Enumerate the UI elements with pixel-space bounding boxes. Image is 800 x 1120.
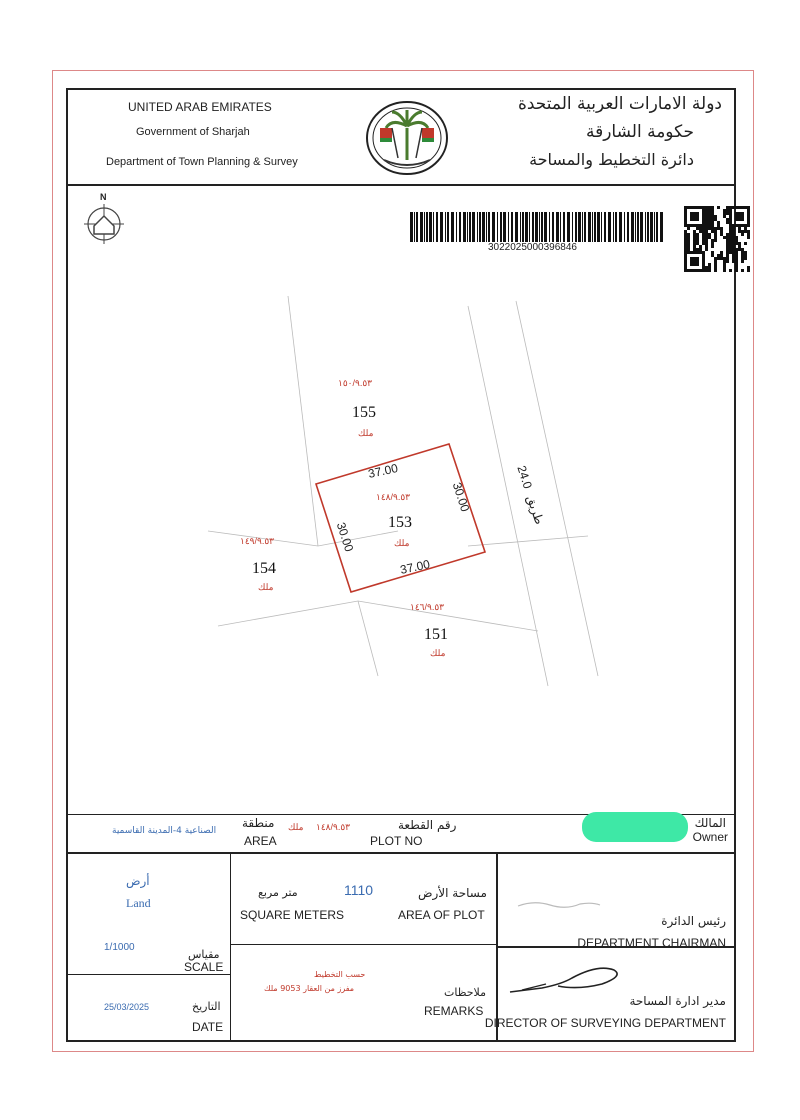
qr-module — [744, 254, 747, 257]
qr-module — [735, 239, 738, 242]
director-ar: مدير ادارة المساحة — [629, 994, 726, 1008]
neighbour-boundaries — [208, 296, 598, 686]
area-of-plot-label-en: AREA OF PLOT — [398, 908, 485, 922]
qr-module — [738, 206, 741, 209]
qr-module — [738, 230, 741, 233]
director-en: DIRECTOR OF SURVEYING DEPARTMENT — [484, 1016, 726, 1030]
qr-module — [735, 242, 738, 245]
qr-module — [738, 248, 741, 251]
land-ar: أرض — [126, 874, 150, 888]
scale-label-en: SCALE — [184, 960, 224, 974]
qr-module — [738, 242, 741, 245]
qr-module — [735, 263, 738, 266]
qr-module — [747, 233, 750, 236]
qr-module — [747, 209, 750, 212]
date-label-ar: التاريخ — [192, 1000, 221, 1013]
qr-module — [741, 224, 744, 227]
plot-155-number: 155 — [352, 404, 376, 421]
qr-module — [744, 251, 747, 254]
qr-module — [747, 224, 750, 227]
qr-module — [735, 236, 738, 239]
qr-module — [735, 215, 738, 218]
chairman-signature — [514, 896, 604, 912]
qr-module — [735, 269, 738, 272]
plot-153-ref: ١٤٨/٩.٥٣ — [376, 492, 411, 502]
col-divider-1 — [230, 852, 231, 1040]
owner-label-en: Owner — [692, 830, 728, 844]
sqm-label-ar: متر مربع — [258, 886, 298, 899]
qr-module — [747, 236, 750, 239]
col-divider-2 — [496, 852, 498, 1040]
area-label-en: AREA — [244, 834, 277, 848]
chairman-ar: رئيس الدائرة — [661, 914, 726, 928]
qr-module — [735, 260, 738, 263]
director-signature — [502, 958, 632, 998]
date-value: 25/03/2025 — [104, 1002, 150, 1012]
dim-left: 30.00 — [333, 520, 357, 554]
qr-module — [744, 230, 747, 233]
qr-module — [735, 257, 738, 260]
road-width: 24.0 — [514, 463, 535, 491]
qr-module — [738, 212, 741, 215]
qr-module — [738, 245, 741, 248]
owner-label-ar: المالك — [694, 816, 726, 830]
sharjah-emblem-logo — [362, 98, 452, 178]
plot-154-number: 154 — [252, 560, 276, 577]
qr-module — [735, 206, 738, 209]
area-of-plot-value: 1110 — [344, 882, 374, 898]
qr-module — [744, 206, 747, 209]
qr-module — [738, 215, 741, 218]
plot-no-label-ar: رقم القطعة — [398, 818, 457, 832]
qr-module — [735, 266, 738, 269]
qr-module — [738, 227, 741, 230]
qr-module — [747, 221, 750, 224]
chairman-en: DEPARTMENT CHAIRMAN — [577, 936, 726, 950]
country-en: UNITED ARAB EMIRATES — [128, 100, 272, 114]
plot-155-ref: ١٥٠/٩.٥٣ — [338, 378, 373, 388]
remarks-label-ar: ملاحظات — [444, 986, 486, 999]
plot-154-ref: ١٤٩/٩.٥٣ — [240, 536, 275, 546]
barcode-number: 3022025000396846 — [488, 242, 577, 253]
owner-redaction — [582, 812, 688, 842]
government-en: Government of Sharjah — [136, 126, 250, 138]
sqm-label-en: SQUARE METERS — [240, 908, 345, 922]
qr-module — [735, 248, 738, 251]
qr-module — [741, 254, 744, 257]
area-of-plot-label-ar: مساحة الأرض — [418, 886, 487, 900]
plot-no-owner: ملك — [288, 822, 304, 832]
plot-154-owner: ملك — [258, 582, 274, 592]
qr-module — [741, 251, 744, 254]
dim-right: 30.00 — [449, 480, 473, 514]
qr-module — [741, 218, 744, 221]
plot-151-ref: ١٤٦/٩.٥٣ — [410, 602, 445, 612]
qr-module — [741, 260, 744, 263]
remarks-label-en: REMARKS — [424, 1004, 484, 1018]
area-value: الصناعية 4-المدينة القاسمية — [112, 826, 217, 836]
remarks-line-2: مفرز من العقار 9053 ملك — [264, 984, 355, 993]
qr-module — [741, 212, 744, 215]
plot-155-owner: ملك — [358, 428, 374, 438]
plot-151-owner: ملك — [430, 648, 446, 658]
plot-no-value: ١٤٨/٩.٥٣ — [316, 822, 351, 832]
dim-bottom: 37.00 — [398, 557, 432, 577]
qr-module — [738, 218, 741, 221]
area-remarks-line — [230, 944, 496, 945]
qr-module — [741, 230, 744, 233]
qr-module — [735, 251, 738, 254]
date-label-en: DATE — [192, 1020, 224, 1034]
qr-module — [735, 254, 738, 257]
qr-module — [747, 269, 750, 272]
road-name: طريق — [524, 493, 547, 527]
qr-module — [747, 206, 750, 209]
plot-151-number: 151 — [424, 626, 448, 643]
qr-module — [744, 257, 747, 260]
qr-module — [744, 242, 747, 245]
country-ar: دولة الامارات العربية المتحدة — [517, 94, 722, 114]
qr-module — [747, 212, 750, 215]
qr-module — [747, 218, 750, 221]
qr-module — [747, 230, 750, 233]
plot-153-owner: ملك — [394, 538, 410, 548]
qr-module — [741, 257, 744, 260]
plot-no-label-en: PLOT NO — [370, 834, 423, 848]
qr-module — [741, 206, 744, 209]
remarks-line-1: حسب التخطيط — [314, 970, 366, 979]
government-ar: حكومة الشارقة — [585, 122, 694, 142]
qr-module — [747, 215, 750, 218]
qr-module — [744, 224, 747, 227]
document-frame — [66, 88, 736, 1042]
table-row-line — [68, 852, 734, 854]
area-label-ar: منطقة — [242, 816, 275, 830]
scale-label-ar: مقياس — [188, 948, 220, 961]
qr-module — [741, 269, 744, 272]
scale-date-line — [68, 974, 230, 975]
qr-module — [741, 215, 744, 218]
scale-value: 1/1000 — [104, 942, 135, 953]
dim-top: 37.00 — [366, 461, 400, 481]
qr-module — [741, 233, 744, 236]
qr-module — [747, 266, 750, 269]
plot-153-number: 153 — [388, 514, 412, 531]
qr-module — [744, 227, 747, 230]
qr-module — [741, 248, 744, 251]
land-en: Land — [126, 896, 151, 910]
qr-module — [735, 212, 738, 215]
department-en: Department of Town Planning & Survey — [106, 156, 298, 168]
qr-module — [738, 224, 741, 227]
north-label: N — [100, 192, 107, 202]
qr-module — [735, 224, 738, 227]
qr-module — [735, 218, 738, 221]
department-ar: دائرة التخطيط والمساحة — [529, 150, 694, 169]
